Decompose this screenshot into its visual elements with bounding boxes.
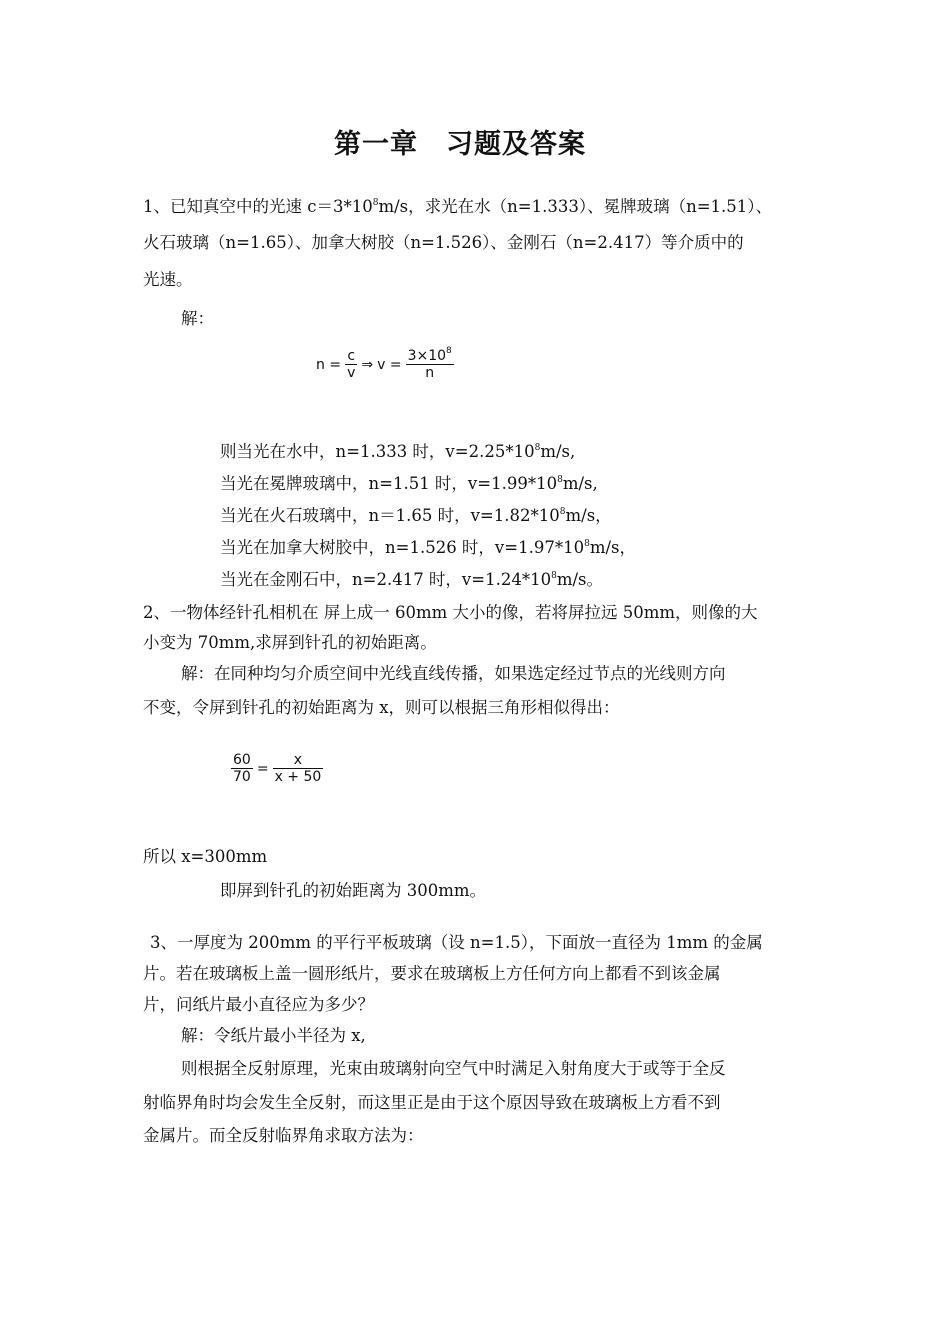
problem-2-solution-1: 解：在同种均匀介质空间中光线直线传播，如果选定经过节点的光线则方向 <box>181 664 726 683</box>
problem-1-text-a: 1、已知真空中的光速 c＝3*10 <box>143 197 373 216</box>
fraction-c-over-v <box>345 348 357 381</box>
problem-1-text-b: m/s，求光在水（n=1.333）、冕牌玻璃（n=1.51）、 <box>378 197 773 216</box>
problem-2-solution-2: 不变，令屏到针孔的初始距离为 x，则可以根据三角形相似得出： <box>143 698 620 717</box>
problem-2-result-2: 即屏到针孔的初始距离为 300mm。 <box>220 881 487 900</box>
result-water: 则当光在水中，n=1.333 时，$v=2.25*10^8m/s$, <box>220 442 576 461</box>
problem-3-line-3: 片，问纸片最小直径应为多少？ <box>143 995 374 1014</box>
problem-3-solution-4: 金属片。而全反射临界角求取方法为： <box>143 1126 424 1145</box>
fraction-denominator: v <box>347 365 356 381</box>
fraction-x-over-x-plus-50 <box>273 752 324 785</box>
fraction-denominator: 70 <box>233 769 251 785</box>
fraction-denominator: x + 50 <box>274 769 322 785</box>
fraction-numerator: $3\times 10^8$ <box>407 346 452 364</box>
problem-1-line-2: 火石玻璃（n=1.65）、加拿大树胶（n=1.526）、金刚石（n=2.417）等介质中的 <box>143 233 744 252</box>
solution-label: 解： <box>181 309 214 328</box>
fraction-numerator: 60 <box>233 752 251 768</box>
problem-1-line-3: 光速。 <box>143 270 193 289</box>
problem-3-solution-2: 则根据全反射原理，光束由玻璃射向空气中时满足入射角度大于或等于全反 <box>181 1059 726 1078</box>
result-canada-balsam: 当光在加拿大树胶中，n=1.526 时，$v=1.97*10^8m/s$， <box>220 538 636 557</box>
result-flint-glass: 当光在火石玻璃中，n＝1.65 时，$v=1.82*10^8m/s$， <box>220 506 612 525</box>
result-diamond: 当光在金刚石中，n=2.417 时，$v=1.24*10^8m/s$。 <box>220 570 603 589</box>
fraction-60-over-70 <box>231 752 253 785</box>
similar-triangles-formula <box>231 752 323 785</box>
fraction-denominator: n <box>425 365 435 381</box>
chapter-title: 第一章 习题及答案 <box>334 129 586 160</box>
problem-1-line-1 <box>143 196 772 218</box>
problem-2-result-1: 所以 x=300mm <box>143 847 268 866</box>
problem-3-line-2: 片。若在玻璃板上盖一圆形纸片，要求在玻璃板上方任何方向上都看不到该金属 <box>143 964 721 983</box>
problem-3-solution-3: 射临界角时均会发生全反射，而这里正是由于这个原因导致在玻璃板上方看不到 <box>143 1093 721 1112</box>
fraction-numerator: c <box>345 348 357 365</box>
problem-3-line-1: 3、一厚度为 200mm 的平行平板玻璃（设 n=1.5），下面放一直径为 1mm 的金属 <box>150 933 763 952</box>
problem-2-line-2: 小变为 70mm,求屏到针孔的初始距离。 <box>143 633 437 652</box>
fraction-numerator: x <box>273 752 324 769</box>
fraction-speed <box>406 348 454 381</box>
exponent: 8 <box>372 198 379 208</box>
equals-sign: = <box>256 760 269 777</box>
problem-3-solution-1: 解：令纸片最小半径为 x, <box>181 1026 366 1045</box>
problem-2-line-1: 2、一物体经针孔相机在 屏上成一 60mm 大小的像，若将屏拉远 50mm，则像的大 <box>143 603 758 622</box>
formula-mid: v = <box>377 356 402 373</box>
formula-lhs: n = <box>316 356 342 373</box>
implies-arrow: ⇒ <box>361 356 374 373</box>
refractive-index-formula <box>316 348 454 381</box>
result-crown-glass: 当光在冕牌玻璃中，n=1.51 时，$v=1.99*10^8m/s$, <box>220 474 598 493</box>
